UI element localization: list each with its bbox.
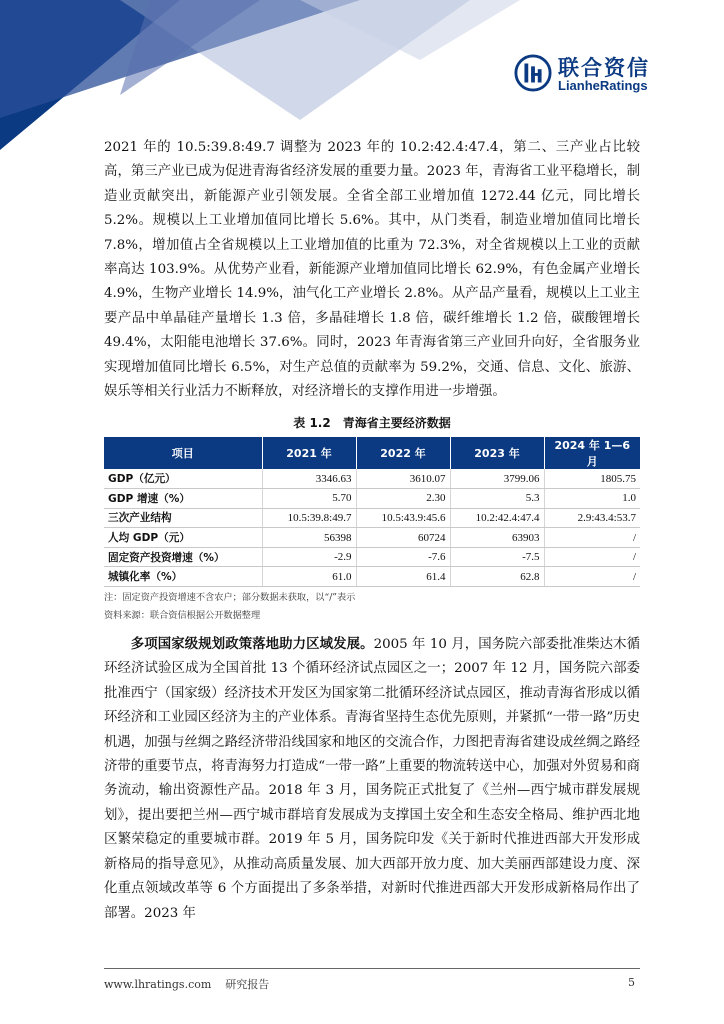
cell-2022: 2.30 — [356, 489, 450, 509]
table-title: 表 1.2 青海省主要经济数据 — [293, 416, 451, 431]
table-row — [104, 489, 640, 509]
body-paragraph-1: 2021 年的 10.5:39.8:49.7 调整为 2023 年的 10.2:42.4:47.4，第二、三产业占比较高，第三产业已成为促进青海省经济发展的重要力量。2023 年，青海省工业平稳增长，制造业贡献突出，新能源产业引领发展。全省全部工业增加值 1272.44 亿元，同比增长 5.2%。规模以上工业增加值同比增长 5.6%。其中，从门类看，制造业增加值同比增长 7.8%，增加值占全省规模以上工业增加值的比重为 72.3%，对全省规模以上工业的贡献率高达 103.9%。从优势产业看，新能源产业增加值同比增长 62.9%，有色金属产业增长 4.9%，生物产业增长 14.9%，油气化工产业增长 2.8%。从产品产量看，规模以上工业主要产品中单晶硅产量增长 1.3 倍，多晶硅增长 1.8 倍，碳纤维增长 1.2 倍，碳酸锂增长 49.4%，太阳能电池增长 37.6%。同时，2023 年青海省第三产业回升向好，全省服务业实现增加值同比增长 6.5%，对生产总值的贡献率为 59.2%，交通、信息、文化、旅游、娱乐等相关行业活力不断释放，对经济增长的支撑作用进一步增强。 — [104, 140, 640, 400]
table-row — [104, 469, 640, 488]
page-number: 5 — [628, 976, 635, 989]
row-label: GDP（亿元） — [104, 469, 262, 488]
cell-2023: 3799.06 — [450, 469, 544, 488]
page-content — [104, 136, 640, 926]
paragraph-text: 2005 年 10 月，国务院六部委批准柴达木循环经济试验区成为全国首批 13 个循环经济试点园区之一；2007 年 12 月，国务院六部委批准西宁（国家级）经济技术开发区为国家第二批循环经济试点园区，推动青海省形成以循环经济和工业园区经济为主的产业体系。青海省坚持生态优先原则，并紧抓“一带一路”历史机遇，加强与丝绸之路经济带沿线国家和地区的交流合作，力图把青海省建设成丝绸之路经济带的重要节点，将青海努力打造成“一带一路”上重要的物流转送中心，加强对外贸易和商务流动，输出资源性产品。2018 年 3 月，国务院正式批复了《兰州—西宁城市群发展规划》，提出要把兰州—西宁城市群培育发展成为支撑国土安全和生态安全格局、维护西北地区繁荣稳定的重要城市群。2019 年 5 月，国务院印发《关于新时代推进西部大开发形成新格局的指导意见》，从推动高质量发展、加大西部开放力度、加大美丽西部建设力度、深化重点领域改革等 6 个方面提出了多条举措，对新时代推进西部大开发形成新格局作出了部署。2023 年 — [104, 637, 641, 921]
table-header-row — [104, 437, 640, 469]
spacer — [104, 623, 640, 632]
cell-2024h1: / — [544, 567, 640, 587]
cell-2021: -2.9 — [262, 547, 356, 567]
cell-2024h1: 2.9:43.4:53.7 — [544, 508, 640, 528]
table-row — [104, 528, 640, 548]
cell-2023: 5.3 — [450, 489, 544, 509]
logo-name-cn: 联合资信 — [558, 56, 650, 80]
row-label: 三次产业结构 — [104, 508, 262, 528]
cell-2021: 56398 — [262, 528, 356, 548]
table-row — [104, 508, 640, 528]
economic-data-table — [104, 437, 640, 587]
cell-2021: 5.70 — [262, 489, 356, 509]
cell-2022: 60724 — [356, 528, 450, 548]
footer-info — [104, 976, 269, 992]
logo-name-en: LianheRatings — [558, 78, 648, 93]
row-label: 人均 GDP（元） — [104, 528, 262, 548]
cell-2024h1: 1.0 — [544, 489, 640, 509]
body-paragraph-2 — [104, 632, 640, 926]
cell-2022: 3610.07 — [356, 469, 450, 488]
footer-divider — [104, 968, 640, 969]
cell-2023: 63903 — [450, 528, 544, 548]
cell-2022: 61.4 — [356, 567, 450, 587]
lh-logo-icon — [514, 54, 552, 92]
table-row — [104, 567, 640, 587]
cell-2022: -7.6 — [356, 547, 450, 567]
row-label: 固定资产投资增速（%） — [104, 547, 262, 567]
cell-2024h1: / — [544, 528, 640, 548]
table-row — [104, 547, 640, 567]
cell-2023: 10.2:42.4:47.4 — [450, 508, 544, 528]
paragraph-lead: 多项国家级规划政策落地助力区域发展。 — [130, 636, 374, 653]
cell-2023: -7.5 — [450, 547, 544, 567]
company-logo — [514, 52, 714, 98]
cell-2024h1: 1805.75 — [544, 469, 640, 488]
row-label: 城镇化率（%） — [104, 567, 262, 587]
cell-2021: 10.5:39.8:49.7 — [262, 508, 356, 528]
table-header-2024h1: 2024 年 1—6 月 — [544, 437, 640, 469]
table-header-2022: 2022 年 — [356, 437, 450, 469]
footer-website: www.lhratings.com — [104, 978, 212, 991]
table-header-item: 项目 — [104, 437, 262, 469]
table-header-2023: 2023 年 — [450, 437, 544, 469]
table-note: 注：固定资产投资增速不含农户；部分数据未获取，以“/”表示 — [104, 592, 356, 604]
cell-2021: 61.0 — [262, 567, 356, 587]
table-source: 资料来源：联合资信根据公开数据整理 — [104, 610, 261, 622]
cell-2023: 62.8 — [450, 567, 544, 587]
cell-2024h1: / — [544, 547, 640, 567]
row-label: GDP 增速（%） — [104, 489, 262, 509]
table-header-2021: 2021 年 — [262, 437, 356, 469]
cell-2022: 10.5:43.9:45.6 — [356, 508, 450, 528]
cell-2021: 3346.63 — [262, 469, 356, 488]
footer-doc-type: 研究报告 — [225, 978, 270, 991]
